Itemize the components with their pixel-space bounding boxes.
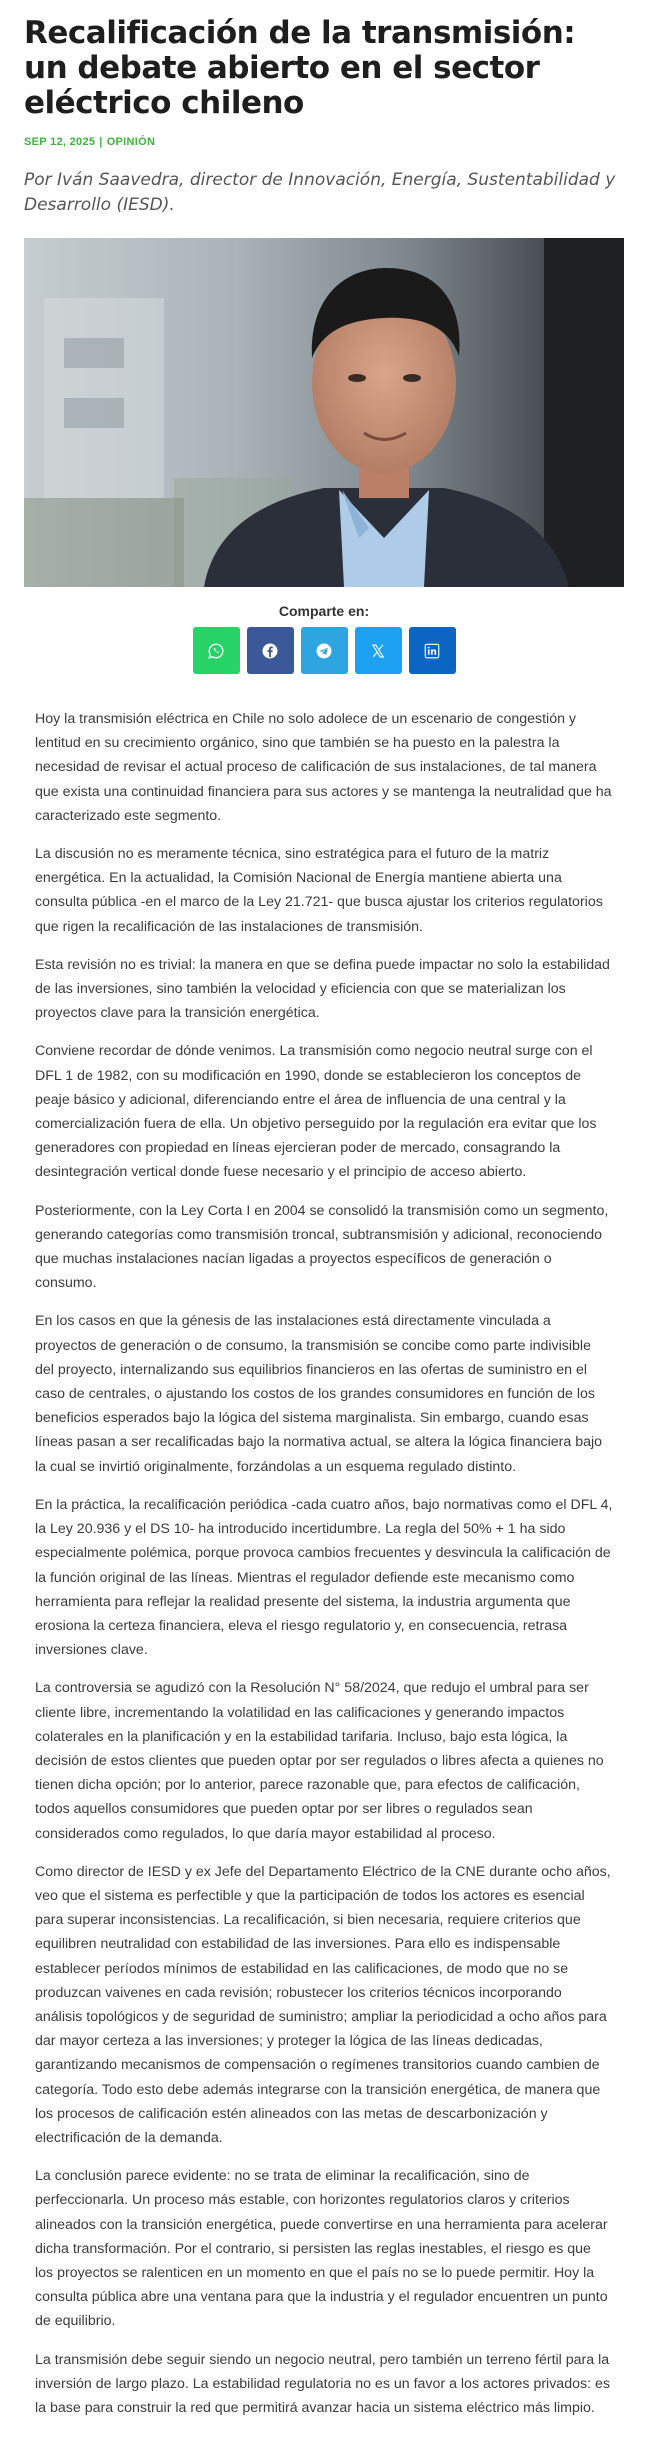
share-linkedin-button[interactable] (409, 627, 456, 674)
telegram-icon (315, 642, 333, 660)
article-category[interactable]: OPINIÓN (106, 136, 156, 148)
article-paragraph: Hoy la transmisión eléctrica en Chile no solo adolece de un escenario de congestión y lentitud en su crecimiento orgánico, sino que también se ha puesto en la palestra la necesidad de revisar el actual proceso de calificación de sus instalaciones, de tal manera que exista una continuidad financiera para sus actores y se mantenga la neutralidad que ha caracterizado este segmento. (35, 711, 612, 824)
article-paragraph: Como director de IESD y ex Jefe del Departamento Eléctrico de la CNE durante ocho años, veo que el sistema es perfectible y que la participación de todos los actores es esencial para superar inconsistencias. La recalificación, si bien necesaria, requiere criterios que equilibren neutralidad con estabilidad de las inversiones. Para ello es indispensable establecer períodos mínimos de estabilidad en las calificaciones, de modo que no se produzcan vaivenes en cada revisión; robustecer los criterios técnicos incorporando análisis topológicos y de seguridad de suministro; ampliar la periodicidad a ocho años para dar mayor certeza a las inversiones; y proteger la lógica de las líneas dedicadas, garantizando mecanismos de compensación o regímenes transitorios cuando cambien de categoría. Todo esto debe además integrarse con la transición energética, de manera que los procesos de calificación estén alineados con las metas de descarbonización y electrificación de la demanda. (35, 1863, 611, 2146)
share-buttons (24, 627, 624, 674)
share-telegram-button[interactable] (301, 627, 348, 674)
share-whatsapp-button[interactable] (193, 627, 240, 674)
article-paragraph: La controversia se agudizó con la Resolución N° 58/2024, que redujo el umbral para ser cliente libre, incrementando la volatilidad en las calificaciones y generando impactos colaterales en la planificación y en la estabilidad tarifaria. Incluso, bajo esta lógica, la decisión de estos clientes que pueden optar por ser regulados o libres afecta a quienes no tienen dicha opción; por lo anterior, parece razonable que, para efectos de calificación, todos aquellos consumidores que pueden optar por ser libres o regulados sean considerados como regulados, lo que daría mayor estabilidad al proceso. (35, 1680, 604, 1842)
article-paragraph: La discusión no es meramente técnica, sino estratégica para el futuro de la matriz energética. En la actualidad, la Comisión Nacional de Energía mantiene abierta una consulta pública -en el marco de la Ley 21.721- que busca ajustar los criterios regulatorios que rigen la recalificación de las instalaciones de transmisión. (35, 846, 603, 935)
article-meta (24, 136, 624, 148)
author-photo (24, 238, 624, 587)
share-label: Comparte en: (278, 603, 370, 619)
share-facebook-button[interactable] (247, 627, 294, 674)
whatsapp-icon (207, 642, 225, 660)
article-paragraph: Conviene recordar de dónde venimos. La transmisión como negocio neutral surge con el DFL 1 de 1982, con su modificación en 1990, donde se establecieron los conceptos de peaje básico y adicional, diferenciando entre el área de influencia de una central y la comercialización fuera de ella. Un objetivo perseguido por la regulación era evitar que los generadores con propiedad en líneas ejercieran poder de mercado, consagrando la desintegración vertical donde fuese necesario y el principio de acceso abierto. (35, 1043, 597, 1181)
meta-separator: | (99, 136, 103, 148)
article-paragraph: En la práctica, la recalificación periódica -cada cuatro años, bajo normativas como el DFL 4, la Ley 20.936 y el DS 10- ha introducido incertidumbre. La regla del 50% + 1 ha sido especialmente polémica, porque provoca cambios frecuentes y desvincula la calificación de la función original de las líneas. Mientras el regulador defiende este mecanismo como herramienta para reflejar la realidad presente del sistema, la industria argumenta que erosiona la certeza financiera, eleva el riesgo regulatorio y, en consecuencia, retrasa inversiones clave. (35, 1496, 613, 1659)
article-paragraph: Esta revisión no es trivial: la manera en que se defina puede impactar no solo la estabilidad de las inversiones, sino también la velocidad y eficiencia con que se materializan los proyectos clave para la transición energética. (35, 956, 610, 1022)
article-paragraph: La transmisión debe seguir siendo un negocio neutral, pero también un terreno fértil para la inversión de largo plazo. La estabilidad regulatoria no es un favor a los actores privados: es la base para construir la red que permitirá avanzar hacia un sistema eléctrico más limpio. (35, 2351, 610, 2416)
article-title: Recalificación de la transmisión: un debate abierto en el sector eléctrico chileno (24, 15, 576, 121)
linkedin-icon (423, 642, 441, 660)
article-body (24, 707, 624, 2420)
share-x-button[interactable] (355, 627, 402, 674)
article-byline: Por Iván Saavedra, director de Innovación, Energía, Sustentabilidad y Desarrollo (IESD). (24, 170, 616, 215)
article-date: SEP 12, 2025 (24, 136, 96, 148)
x-icon (369, 642, 387, 660)
article-paragraph: La conclusión parece evidente: no se trata de eliminar la recalificación, sino de perfeccionarla. Un proceso más estable, con horizontes regulatorios claros y criterios alineados con la transición energética, puede convertirse en una herramienta para acelerar dicha transformación. Por el contrario, si persisten las reglas inestables, el riesgo es que los proyectos se ralenticen en un momento en que el país no se lo puede permitir. Hoy la consulta pública abre una ventana para que la industria y el regulador encuentren un punto de equilibrio. (35, 2168, 608, 2330)
author-photo-illustration (24, 238, 624, 587)
facebook-icon (261, 642, 279, 660)
article-paragraph: Posteriormente, con la Ley Corta I en 2004 se consolidó la transmisión como un segmento, generando categorías como transmisión troncal, subtransmisión y adicional, reconociendo que muchas instalaciones nacían ligadas a proyectos específicos de generación o consumo. (35, 1202, 609, 1292)
article-paragraph: En los casos en que la génesis de las instalaciones está directamente vinculada a proyectos de generación o de consumo, la transmisión se concibe como parte indivisible del proyecto, internalizando sus equilibrios financieros en las ofertas de suministro en el caso de centrales, o ajustando los costos de los grandes consumidores en función de los beneficios esperados bajo la lógica del sistema marginalista. Sin embargo, cuando esas líneas pasan a ser recalificadas bajo la normativa actual, se altera la lógica financiera bajo la cual se invirtió originalmente, forzándolas a un esquema regulado distinto. (35, 1313, 603, 1475)
